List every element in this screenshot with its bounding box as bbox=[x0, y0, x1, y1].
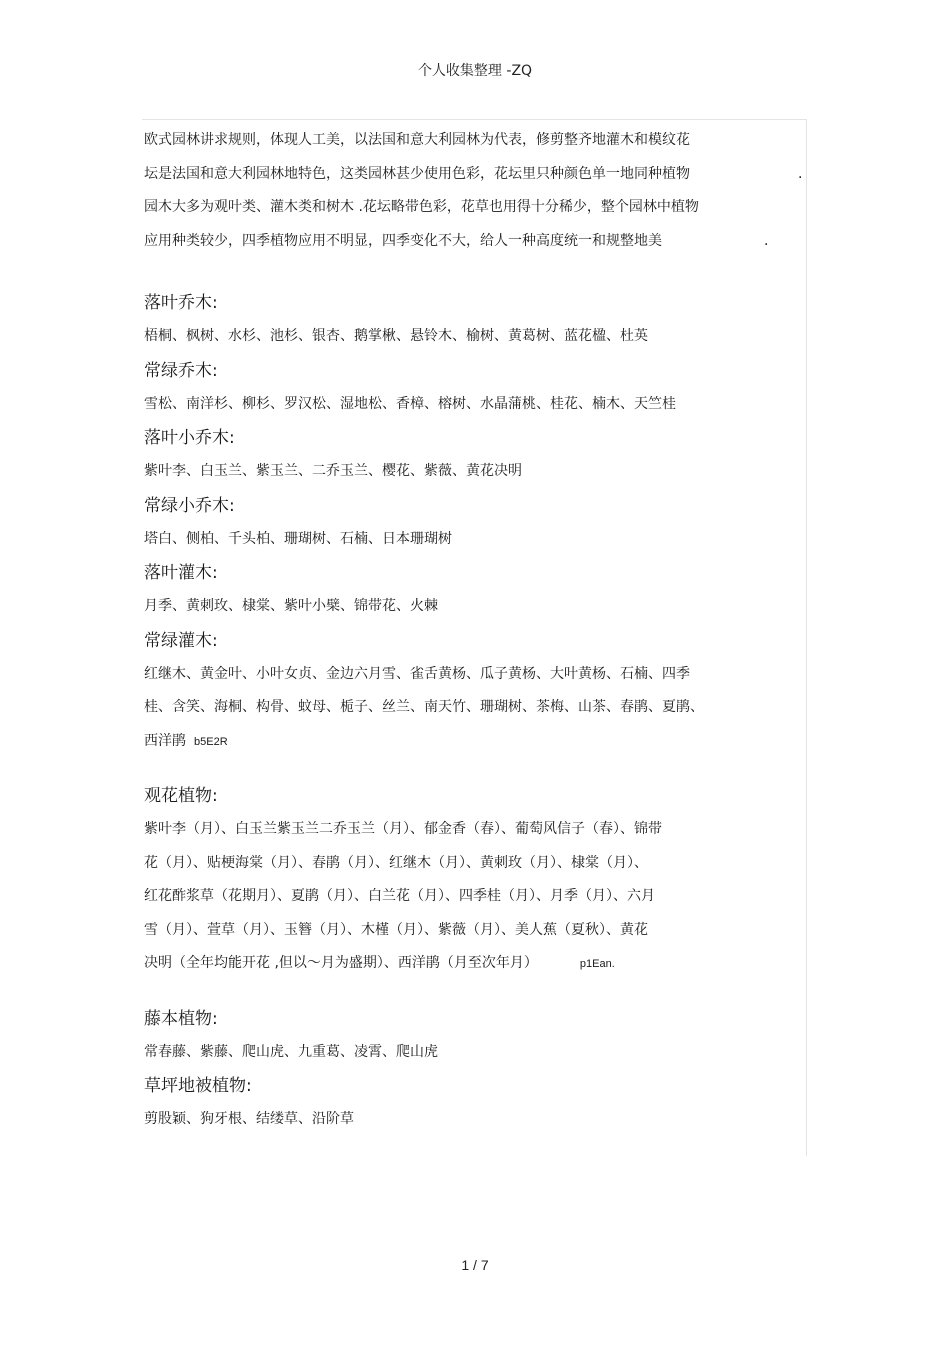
plants-text: 西洋鹃 bbox=[144, 732, 186, 749]
section-plants-flowering-1: 紫叶李（月）、白玉兰紫玉兰二乔玉兰（月）、郁金香（春）、葡萄风信子（春）、锦带 bbox=[144, 821, 662, 837]
intro-text: 坛是法国和意大利园林地特色，这类园林甚少使用色彩，花坛里只种颜色单一地同种植物 bbox=[144, 165, 690, 182]
section-heading-flowering: 观花植物: bbox=[144, 786, 218, 806]
intro-text: 欧式园林讲求规则，体现人工美，以法国和意大利园林为代表，修剪整齐地灌木和模纹花 bbox=[144, 132, 690, 148]
section-heading-evergreen-shrubs: 常绿灌木: bbox=[144, 630, 218, 651]
section-heading-evergreen-small-trees: 常绿小乔木: bbox=[144, 495, 235, 516]
section-plants-vines: 常春藤、紫藤、爬山虎、九重葛、凌霄、爬山虎 bbox=[144, 1043, 438, 1060]
section-plants-evergreen-trees: 雪松、南洋杉、柳杉、罗汉松、湿地松、香樟、榕树、水晶蒲桃、桂花、楠木、天竺桂 bbox=[144, 395, 676, 412]
section-plants-deciduous-trees: 梧桐、枫树、水杉、池杉、银杏、鹅掌楸、悬铃木、榆树、黄葛树、蓝花楹、杜英 bbox=[144, 328, 648, 344]
section-plants-flowering-2: 花（月）、贴梗海棠（月）、春鹃（月）、红继木（月）、黄刺玫（月）、棣棠（月）、 bbox=[144, 854, 648, 871]
intro-line-3 bbox=[144, 191, 814, 225]
section-plants-lawn: 剪股颖、狗牙根、结缕草、沿阶草 bbox=[144, 1111, 354, 1127]
code-mark: p1Ean. bbox=[579, 958, 615, 970]
intro-trail: . bbox=[798, 165, 803, 182]
intro-trail: . bbox=[764, 232, 769, 249]
section-heading-vines: 藤本植物: bbox=[144, 1008, 218, 1029]
document-body bbox=[144, 124, 814, 1137]
section-plants-evergreen-shrubs-3 bbox=[144, 725, 814, 760]
section-plants-evergreen-small-trees: 塔白、侧柏、千头柏、珊瑚树、石楠、日本珊瑚树 bbox=[144, 530, 452, 547]
section-heading-deciduous-trees: 落叶乔木: bbox=[144, 293, 218, 313]
code-mark: b5E2R bbox=[194, 735, 228, 748]
section-heading-deciduous-shrubs: 落叶灌木: bbox=[144, 563, 218, 583]
intro-text: 园木大多为观叶类、灌木类和树木 .花坛略带色彩，花草也用得十分稀少，整个园林中植物 bbox=[144, 199, 699, 215]
section-plants-deciduous-shrubs: 月季、黄刺玫、棣棠、紫叶小檗、锦带花、火棘 bbox=[144, 598, 438, 614]
section-plants-flowering-3: 红花酢浆草（花期月）、夏鹃（月）、白兰花（月）、四季桂（月）、月季（月）、六月 bbox=[144, 888, 655, 904]
page-header: 个人收集整理 -ZQ bbox=[417, 63, 533, 79]
intro-line-4 bbox=[144, 225, 814, 259]
section-plants-flowering-4: 雪（月）、萱草（月）、玉簪（月）、木槿（月）、紫薇（月）、美人蕉（夏秋）、黄花 bbox=[144, 921, 648, 938]
section-heading-lawn: 草坪地被植物: bbox=[144, 1076, 252, 1096]
section-plants-evergreen-shrubs-2: 桂、含笑、海桐、构骨、蚊母、栀子、丝兰、南天竹、珊瑚树、茶梅、山茶、春鹃、夏鹃、 bbox=[144, 699, 704, 715]
intro-text: 应用种类较少，四季植物应用不明显，四季变化不大，给人一种高度统一和规整地美 bbox=[144, 232, 662, 249]
page-number: 1 / 7 bbox=[461, 1257, 489, 1273]
section-heading-evergreen-trees: 常绿乔木: bbox=[144, 360, 218, 381]
section-plants-deciduous-small-trees: 紫叶李、白玉兰、紫玉兰、二乔玉兰、樱花、紫薇、黄花决明 bbox=[144, 463, 522, 479]
plants-text: 决明（全年均能开花 ,但以～月为盛期）、西洋鹃（月至次年月） bbox=[144, 955, 538, 971]
intro-line-1 bbox=[144, 124, 814, 158]
section-heading-deciduous-small-trees: 落叶小乔木: bbox=[144, 428, 235, 448]
intro-line-2 bbox=[144, 158, 814, 192]
section-plants-evergreen-shrubs-1: 红继木、黄金叶、小叶女贞、金边六月雪、雀舌黄杨、瓜子黄杨、大叶黄杨、石楠、四季 bbox=[144, 665, 690, 682]
section-plants-flowering-5 bbox=[144, 947, 814, 982]
